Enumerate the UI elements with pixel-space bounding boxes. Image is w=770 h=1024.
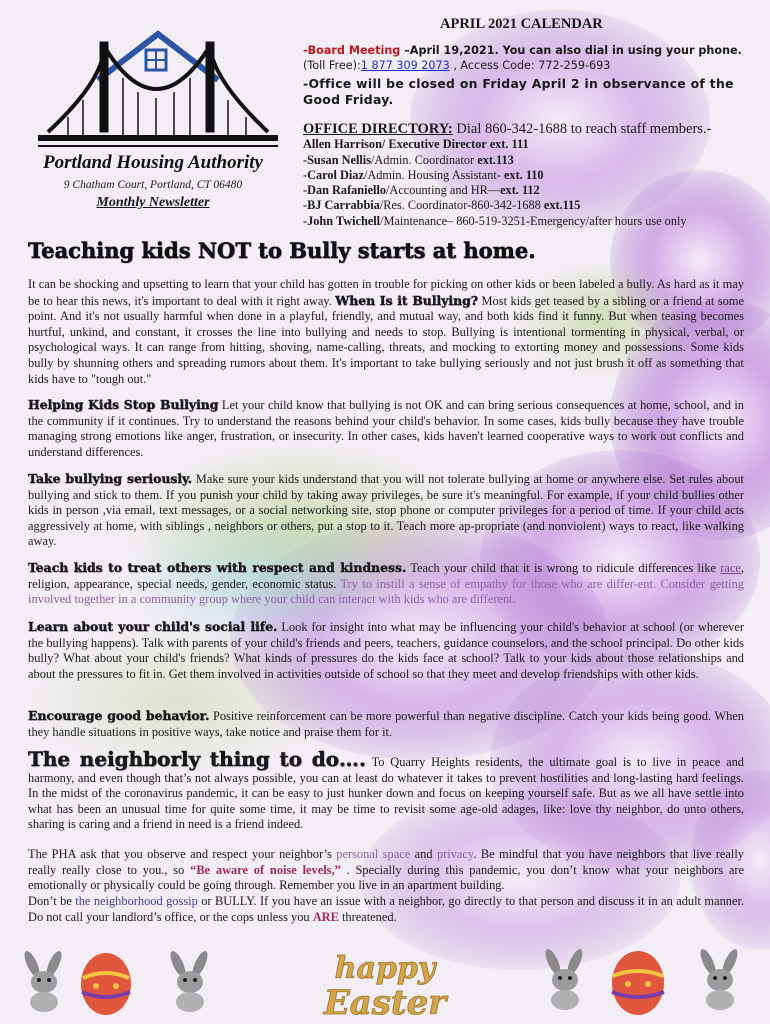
subheading-social-life: Learn about your child's social life. [28, 619, 278, 634]
subheading-encourage: Encourage good behavior. [28, 708, 210, 723]
easter-egg-icon [78, 950, 134, 1016]
serious-text: Make sure your kids understand that you will not tolerate bullying at home or anywhere else. Set rules about bullying and stick to them. If you punish your child by taking away privileges, be sure it's meaningful. For example, if your child bullies other kids in person ,via email, text messages, or a social networking site, stop phone or computer privileges for a period of time. If your child acts aggressively at home, with siblings , neighbors or others, put a stop to it. Teach more ap-propriate (and nonviolent) ways to react, like walking away. [28, 472, 744, 549]
org-name: Portland Housing Authority [43, 152, 263, 173]
staff-role: /Admin. Housing Assistant- [363, 167, 504, 182]
gossip-text: Don’t be [28, 894, 76, 908]
intro-text: It can be shocking and upsetting to learn that your child has gotten in trouble for picking on other kids or been labeled a bully. As hard as it may be to hear this news, it's important to deal with it right away. [28, 277, 744, 308]
directory-text: Dial 860-342-1688 to reach staff members.- [452, 121, 712, 137]
newsletter-label: Monthly Newsletter [96, 195, 210, 210]
board-meeting-label: -Board Meeting [303, 44, 401, 57]
gossip-text-cont: or BULLY. If you have an issue with a neighbor, go directly to that person and discuss it in an adult manner. Do not call your landlord’s office, or the cops unless you [28, 894, 744, 924]
staff-name: -John Twichell [303, 213, 381, 228]
intro-text-cont: Most kids get teased by a sibling or a friend at some point. And it's not usually harmful when done in a playful, friendly, and mutual way, and both kids find it funny. But when teasing becomes hurtful, unkind, and constant, it crosses the line into bullying and needs to stop. Bullying is intentional tormenting in physical, verbal, or psychological ways. It can range from hitting, shoving, name-calling, threats, and mocking to extorting money and possessions. Some kids bully by shunning others and spreading rumors about them. It's important to take bullying seriously and not just brush it off as something that kids have to "tough out." [28, 293, 744, 386]
are-emphasis: ARE [312, 909, 339, 924]
mindful-text: . Be mindful that you have neighbors that [473, 847, 689, 861]
directory-entry [303, 168, 763, 183]
privacy-text: privacy [436, 847, 474, 861]
respect-text-cont: , religion, appearance, special needs, gender, economic status. [28, 561, 745, 591]
bunny-icon [535, 948, 595, 1010]
staff-name: -Dan Rafaniello [303, 183, 387, 198]
staff-ext: ext. 110 [503, 167, 544, 182]
staff-name: -Susan Nellis [303, 152, 371, 167]
directory-entry [303, 214, 763, 229]
calendar-title: APRIL 2021 CALENDAR [440, 16, 603, 32]
directory-entry [303, 198, 763, 213]
org-address: 9 Chatham Court, Portland, CT 06480 [63, 179, 243, 191]
personal-space-text: personal space [336, 847, 411, 861]
helping-paragraph [28, 397, 744, 460]
intro-paragraph [28, 277, 744, 387]
easter-text: Easter [323, 983, 447, 1020]
pandemic-text: . Specially during this pandemic, you don’t know what your neighbors are emotionally or physically could be going through. Remember you live in an apartment building. [28, 862, 744, 893]
encourage-paragraph [28, 708, 744, 740]
gossip-phrase: the neighborhood gossip [75, 894, 198, 908]
staff-name: -Carol Diaz [303, 167, 364, 182]
office-directory [303, 122, 763, 229]
board-toll-label: (Toll Free): [303, 59, 361, 72]
neighbor-title: The neighborly thing to do…. [28, 747, 367, 771]
happy-easter-graphic [255, 950, 515, 1020]
respect-text: The PHA ask that you observe and respect your neighbor’s [28, 847, 337, 861]
subheading-helping-kids: Helping Kids Stop Bullying [28, 397, 219, 412]
conjunction: and [410, 847, 437, 861]
easter-egg-icon [608, 948, 668, 1016]
race-link[interactable]: race [720, 561, 741, 575]
respect-paragraph [28, 560, 744, 608]
staff-ext: ext.115 [543, 198, 581, 213]
social-text: Look for insight into what may be influencing your child's behavior at school (or wherever the bullying happens). Talk with parents of your child's friends and peers, teachers, guidance counselors, and the school principal. Do other kids bully? What about your child's friends? What kinds of pressures do the kids face at school? Talk to your kids about those relationships and about the pressures to fit in. Get them involved in activities outside of school so that they meet and develop friendships with other kids. [28, 620, 744, 681]
directory-entry [303, 183, 763, 198]
directory-heading [303, 122, 763, 137]
directory-entry [303, 137, 763, 152]
serious-paragraph [28, 471, 744, 550]
staff-ext: ext. 112 [500, 183, 540, 198]
board-meeting-text: –April 19,2021. You can also dial in using your phone. [400, 44, 742, 57]
bridge-house-icon [38, 34, 278, 146]
neighbor-paragraph [28, 747, 744, 833]
directory-label: OFFICE DIRECTORY: [303, 121, 453, 137]
noise-quote: “Be aware of noise levels,” [190, 862, 341, 877]
board-phone-link[interactable]: 1 877 309 2073 [360, 59, 450, 72]
gossip-paragraph [28, 894, 744, 925]
respect-empathy-text: Try to instill a sense of empathy for those who are differ-ent. Consider getting involved together in a community group where your child can interact with kids who are different. [28, 576, 744, 607]
subheading-respect: Teach kids to treat others with respect and kindness. [28, 560, 407, 575]
encourage-text: Positive reinforcement can be more powerful than negative discipline. Catch your kids being good. When they handle situations in positive ways, take notice and praise them for it. [28, 709, 744, 739]
gossip-text-end: threatened. [338, 909, 397, 924]
subheading-take-seriously: Take bullying seriously. [28, 471, 193, 486]
subheading-when-bullying: When Is it Bullying? [335, 292, 479, 308]
bunny-icon [14, 950, 74, 1012]
respect-text: Teach your child that it is wrong to ridicule differences like [406, 561, 721, 575]
board-meeting-notice [303, 43, 743, 73]
happy-text: happy [334, 951, 436, 986]
helping-text: Let your child know that bullying is not OK and can bring serious consequences at home, school, and in the community if it continues. Try to understand the reasons behind your child's behavior. In some cases, kids bully because they have trouble managing strong emotions like anger, frustration, or insecurity. In other cases, kids haven't learned cooperative ways to work out conflicts and understand differences. [28, 398, 744, 459]
staff-role: /Maintenance– 860-519-3251-Emergency/after hours use only [380, 213, 687, 228]
staff-role: /Res. Coordinator-860-342-1688 [379, 198, 544, 213]
board-access-code: , Access Code: 772-259-693 [449, 59, 611, 72]
close-to-you-text: live really really really close to you., so [28, 847, 745, 877]
staff-ext: ext.113 [477, 152, 514, 167]
social-paragraph [28, 619, 744, 682]
article-headline: Teaching kids NOT to Bully starts at home. [28, 238, 536, 263]
staff-name: -BJ Carrabbia [303, 198, 380, 213]
staff-name: Allen Harrison/ Executive Director ext. 111 [303, 137, 529, 152]
staff-role: /Accounting and HR— [386, 183, 501, 198]
directory-entry [303, 153, 763, 168]
neighbor-text: To Quarry Heights residents, the ultimate goal is to live in peace and harmony, and even though that’s not always possible, you can at least do whatever it takes to prevent hostilities and long-lasting hard feelings. In the midst of the coronavirus pandemic, it can be easy to just hunker down and focus on keeping yourself safe. But as we all have settle into what has been an unusual time for quite some time, it may be time to revisit some age-old adages, like: love thy neighbor, do unto others, sharing is caring and a friend in need is a friend indeed. [28, 755, 744, 832]
bunny-icon [690, 948, 750, 1010]
bunny-icon [160, 950, 220, 1012]
neighbor-respect-paragraph [28, 847, 744, 894]
staff-role: /Admin. Coordinator [371, 152, 478, 167]
office-closed-notice: -Office will be closed on Friday April 2 in observance of the Good Friday. [303, 76, 734, 107]
